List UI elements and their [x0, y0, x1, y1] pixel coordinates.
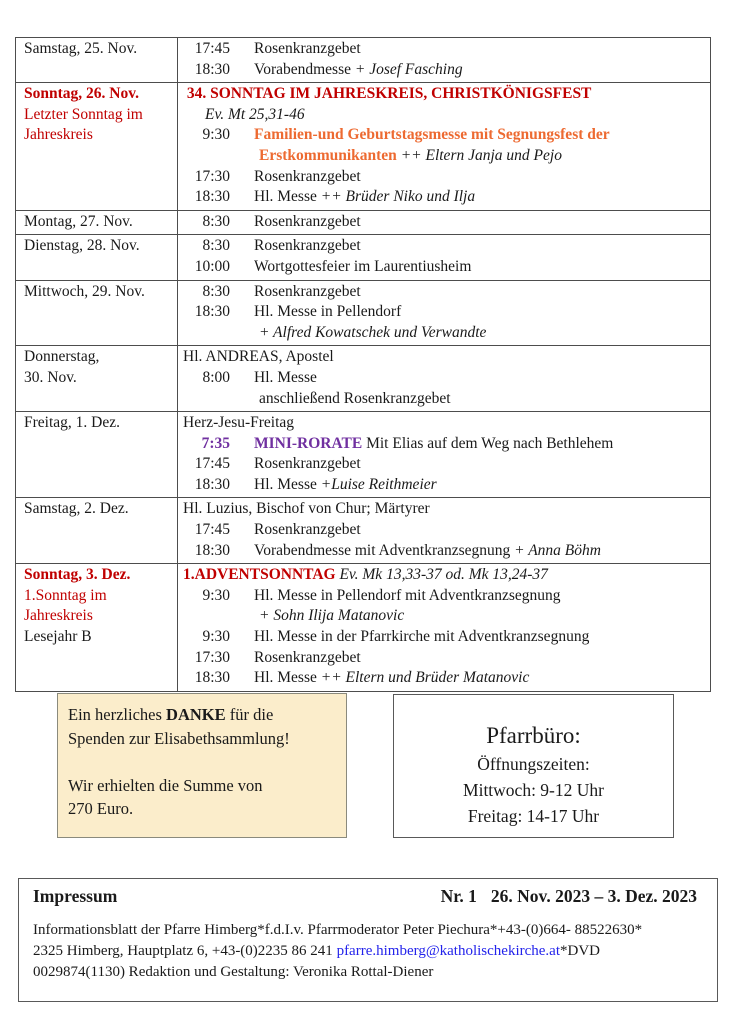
event-line [183, 125, 706, 146]
text-segment: + Alfred Kowatschek und Verwandte [259, 323, 487, 341]
text-segment: Freitag, 1. Dez. [24, 414, 120, 432]
table-row [16, 412, 710, 498]
text-segment: Vorabendmesse [254, 60, 355, 78]
table-row [16, 498, 710, 564]
event-line [183, 454, 706, 475]
event-line [183, 146, 706, 167]
event-line [183, 475, 706, 496]
event-line [183, 167, 706, 188]
parish-office-title: Pfarrbüro: [486, 723, 581, 748]
event-line [183, 60, 706, 81]
text-segment: Ein herzliches [68, 705, 167, 724]
text-segment: ++ Eltern und Brüder Matanovic [320, 669, 530, 687]
text-segment: Ev. Mk 13,33-37 od. Mk 13,24-37 [339, 566, 548, 584]
text-segment: Lesejahr B [24, 628, 92, 646]
text-line [33, 962, 697, 983]
event-line [183, 236, 706, 257]
text-segment: Vorabendmesse mit Adventkranzsegnung [254, 541, 515, 559]
text-segment: Sonntag, 3. Dez. [24, 566, 131, 584]
text-segment: Jahreskreis [24, 126, 93, 144]
thanks-box [57, 693, 347, 838]
event-time: 17:45 [194, 521, 230, 539]
event-time: 9:30 [202, 126, 230, 144]
text-segment: Jahreskreis [24, 607, 93, 625]
event-time: 18:30 [194, 669, 230, 687]
table-row [16, 38, 710, 83]
table-row [16, 346, 710, 412]
event-time: 17:30 [194, 648, 230, 666]
issue-number: Nr. 1 [440, 886, 477, 906]
event-time: 10:00 [194, 257, 230, 275]
text-line [24, 84, 173, 105]
impressum-body [33, 920, 697, 983]
text-segment: Dienstag, 28. Nov. [24, 237, 140, 255]
text-segment: Rosenkranzgebet [254, 40, 361, 57]
text-segment: Hl. Messe [254, 188, 321, 206]
event-time: 18:30 [194, 303, 230, 321]
impressum-title: Impressum [33, 886, 118, 906]
text-segment: Erstkommunikanten [259, 146, 401, 164]
table-row [16, 83, 710, 211]
events-cell [178, 498, 710, 563]
events-cell [178, 38, 710, 82]
event-line [183, 105, 706, 126]
impressum-header [33, 886, 697, 907]
text-segment: Rosenkranzgebet [254, 521, 361, 539]
text-line [24, 368, 173, 389]
text-segment: Hl. Messe in Pellendorf [254, 303, 402, 321]
text-line [24, 39, 173, 60]
text-segment: 270 Euro. [68, 799, 134, 818]
thanks-text [68, 703, 336, 821]
events-cell [178, 83, 710, 210]
event-time: 8:00 [202, 368, 230, 386]
events-cell [178, 281, 710, 346]
event-line [183, 520, 706, 541]
text-segment: + Josef Fasching [354, 60, 463, 78]
events-cell [178, 346, 710, 411]
event-time: 17:45 [194, 455, 230, 473]
parish-office-hours [394, 751, 673, 829]
text-segment: 2325 Himberg, Hauptplatz 6, +43-(0)2235 86 241 [33, 943, 337, 959]
text-line [24, 627, 173, 648]
event-time: 9:30 [202, 586, 230, 604]
text-segment: Herz-Jesu-Freitag [183, 414, 295, 432]
event-line [183, 413, 706, 434]
event-line [183, 434, 706, 455]
event-line [183, 282, 706, 303]
event-time: 18:30 [194, 188, 230, 206]
event-line [183, 347, 706, 368]
text-segment: Rosenkranzgebet [254, 648, 361, 666]
date-cell [16, 83, 178, 210]
event-line [183, 541, 706, 562]
event-time: 7:35 [201, 434, 230, 452]
event-line [183, 648, 706, 669]
text-line [68, 727, 336, 751]
table-row [16, 281, 710, 347]
date-cell [16, 211, 178, 235]
text-segment: 0029874(1130) Redaktion und Gestaltung: Veronika Rottal-Diener [33, 964, 434, 980]
text-line [24, 236, 173, 257]
text-segment: 1.Sonntag im [24, 586, 107, 604]
text-line [24, 606, 173, 627]
text-line [24, 586, 173, 607]
text-segment: Mit Elias auf dem Weg nach Bethlehem [362, 434, 614, 452]
text-segment: Ev. Mt 25,31-46 [205, 105, 305, 123]
event-time: 9:30 [202, 628, 230, 646]
text-segment: Spenden zur Elisabethsammlung! [68, 728, 290, 748]
text-segment: Wir erhielten die Summe von [68, 775, 263, 795]
event-line [183, 187, 706, 208]
text-segment: Hl. Messe in der Pfarrkirche mit Adventkranzsegnung [254, 628, 590, 646]
event-time: 17:30 [194, 167, 230, 185]
table-row [16, 211, 710, 236]
text-segment: anschließend Rosenkranzgebet [259, 389, 451, 407]
text-line [24, 499, 173, 520]
text-line [24, 413, 173, 434]
event-line [183, 586, 706, 607]
text-segment: Rosenkranzgebet [254, 212, 361, 230]
date-cell [16, 235, 178, 279]
impressum-box [18, 878, 718, 1002]
text-segment: Hl. Messe [254, 368, 317, 386]
schedule-table [15, 37, 711, 692]
text-segment: für die [225, 705, 274, 724]
text-line [68, 774, 336, 798]
event-time: 18:30 [194, 60, 230, 78]
text-segment: Samstag, 25. Nov. [24, 40, 138, 57]
issue-info [441, 886, 697, 907]
events-cell [178, 412, 710, 497]
text-line [24, 105, 173, 126]
text-segment: Mittwoch, 29. Nov. [24, 282, 145, 300]
date-cell [16, 346, 178, 411]
event-line [183, 565, 706, 586]
text-segment: + Sohn Ilija Matanovic [259, 607, 405, 625]
date-cell [16, 564, 178, 691]
text-segment: ++ Eltern Janja und Pejo [400, 146, 562, 164]
text-segment: + Anna Böhm [514, 541, 601, 559]
text-segment: Familien-und Geburtstagsmesse mit Segnungsfest der [254, 126, 610, 144]
date-cell [16, 412, 178, 497]
event-line [183, 499, 706, 520]
date-cell [16, 498, 178, 563]
text-segment: Montag, 27. Nov. [24, 212, 133, 230]
text-line [24, 347, 173, 368]
email-link[interactable]: pfarre.himberg@katholischekirche.at [336, 943, 561, 959]
text-line [24, 212, 173, 233]
event-line [183, 212, 706, 233]
text-segment: Hl. Messe [254, 669, 321, 687]
events-cell [178, 235, 710, 279]
event-time: 8:30 [202, 282, 230, 300]
event-line [183, 323, 706, 344]
event-line [183, 606, 706, 627]
parish-office-box [393, 694, 674, 838]
text-segment: Letzter Sonntag im [24, 105, 143, 123]
event-line [183, 39, 706, 60]
event-line [183, 389, 706, 410]
text-segment: Rosenkranzgebet [254, 282, 361, 300]
event-line [183, 627, 706, 648]
text-segment: Hl. Messe [254, 475, 321, 493]
text-segment: Samstag, 2. Dez. [24, 500, 129, 518]
text-segment: Sonntag, 26. Nov. [24, 85, 139, 103]
event-line [183, 257, 706, 278]
text-segment: 30. Nov. [24, 368, 77, 386]
text-line [68, 750, 336, 774]
text-line [68, 703, 336, 727]
issue-date-range: 26. Nov. 2023 – 3. Dez. 2023 [490, 886, 697, 906]
text-line [33, 920, 697, 941]
text-segment: Wortgottesfeier im Laurentiusheim [254, 257, 472, 275]
text-segment: 1.ADVENTSONNTAG [183, 566, 340, 584]
text-segment: Rosenkranzgebet [254, 455, 361, 473]
text-segment: Informationsblatt der Pfarre Himberg*f.d.I.v. Pfarrmoderator Peter Piechura*+43-(0)664- 88522630* [33, 922, 643, 938]
text-line [33, 941, 697, 962]
table-row [16, 564, 710, 691]
event-time: 18:30 [194, 475, 230, 493]
event-line [183, 368, 706, 389]
events-cell [178, 564, 710, 691]
text-segment: DANKE [166, 705, 226, 724]
text-segment: *DVD [560, 943, 601, 959]
text-segment: 34. SONNTAG IM JAHRESKREIS, CHRISTKÖNIGSFEST [183, 85, 592, 103]
text-segment: Rosenkranzgebet [254, 167, 361, 185]
office-hours-line: Mittwoch: 9-12 Uhr [463, 780, 604, 800]
event-time: 18:30 [194, 541, 230, 559]
text-segment: Rosenkranzgebet [254, 237, 361, 255]
text-segment: MINI-RORATE [254, 434, 363, 452]
text-segment: +Luise Reithmeier [320, 475, 437, 493]
event-line [183, 668, 706, 689]
text-line [24, 565, 173, 586]
text-segment: Hl. Luzius, Bischof von Chur; Märtyrer [183, 500, 430, 518]
text-segment: Hl. Messe in Pellendorf mit Adventkranzsegnung [254, 586, 561, 604]
text-line [24, 282, 173, 303]
date-cell [16, 281, 178, 346]
date-cell [16, 38, 178, 82]
text-line [68, 797, 336, 821]
event-line [183, 302, 706, 323]
office-hours-line: Freitag: 14-17 Uhr [467, 806, 600, 826]
event-line [183, 84, 706, 105]
text-line [24, 125, 173, 146]
text-segment: ++ Brüder Niko und Ilja [320, 188, 476, 206]
text-segment: Hl. ANDREAS, Apostel [183, 348, 334, 366]
event-time: 8:30 [202, 237, 230, 255]
event-time: 8:30 [202, 212, 230, 230]
text-segment: Donnerstag, [24, 348, 100, 366]
event-time: 17:45 [194, 40, 230, 57]
office-hours-line: Öffnungszeiten: [477, 754, 590, 774]
table-row [16, 235, 710, 280]
events-cell [178, 211, 710, 235]
